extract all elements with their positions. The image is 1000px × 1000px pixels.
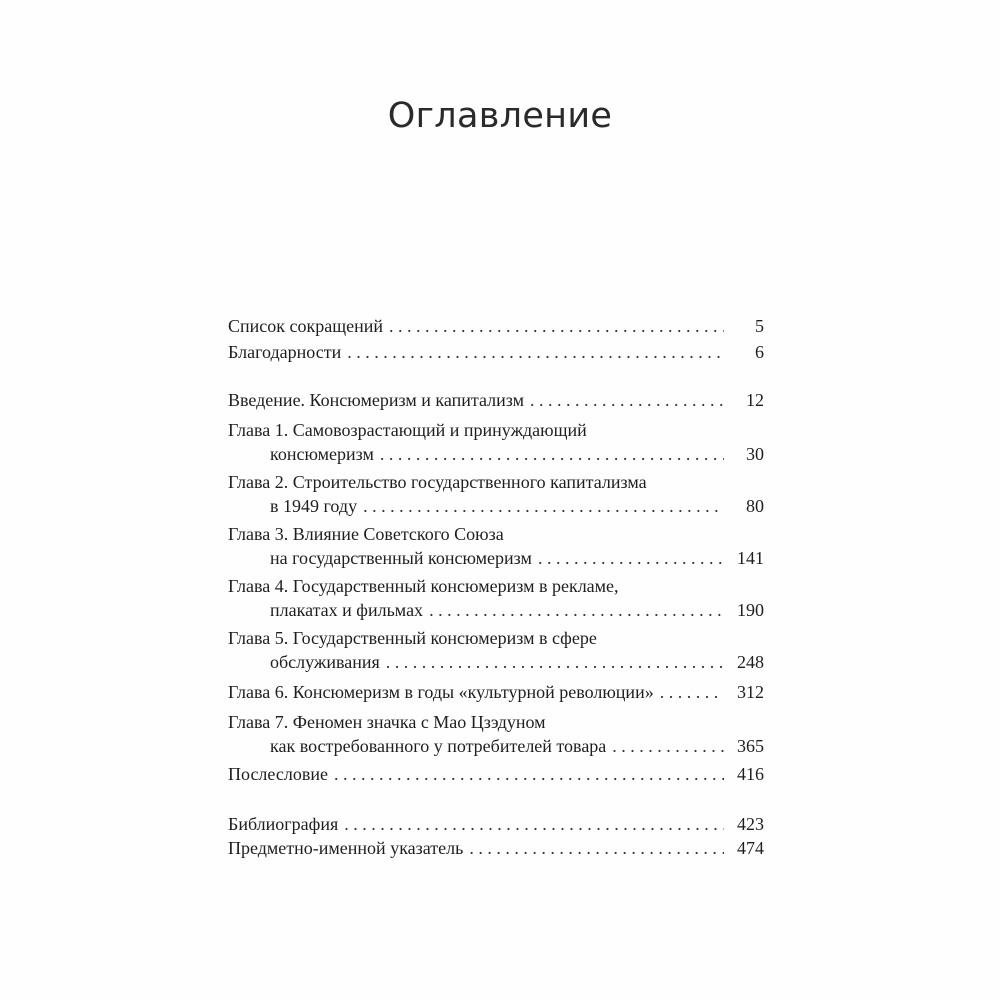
toc-entry-title: Глава 6. Консюмеризм в годы «культурной революции» bbox=[228, 682, 654, 702]
toc-entry bbox=[228, 762, 764, 786]
toc-page-number: 80 bbox=[746, 496, 764, 516]
toc-entry bbox=[228, 710, 764, 758]
toc-entry-title-cont: как востребованного у потребителей товара bbox=[270, 736, 607, 756]
toc-entry bbox=[228, 418, 764, 466]
toc-entry bbox=[228, 836, 764, 860]
toc-entry-title: Послесловие bbox=[228, 764, 328, 784]
toc-page-number: 5 bbox=[755, 316, 764, 336]
dot-leader bbox=[429, 598, 724, 622]
toc-entry bbox=[228, 470, 764, 518]
toc-entry bbox=[228, 680, 764, 704]
toc-entry bbox=[228, 388, 764, 412]
toc-entry-title: Список сокращений bbox=[228, 316, 383, 336]
page-title: Оглавление bbox=[387, 96, 613, 136]
toc-entry bbox=[228, 574, 764, 622]
toc-entry-title: Благодарности bbox=[228, 342, 342, 362]
dot-leader bbox=[538, 546, 724, 570]
dot-leader bbox=[660, 680, 724, 704]
dot-leader bbox=[344, 812, 724, 836]
toc-page-number: 423 bbox=[737, 814, 764, 834]
toc-entry-title: Глава 3. Влияние Советского Союза bbox=[228, 524, 504, 544]
toc-page-number: 248 bbox=[737, 652, 764, 672]
toc-page-number: 30 bbox=[746, 444, 764, 464]
toc-page-number: 365 bbox=[737, 736, 764, 756]
toc-page-number: 190 bbox=[737, 600, 764, 620]
toc-entry bbox=[228, 626, 764, 674]
toc-entry bbox=[228, 522, 764, 570]
dot-leader bbox=[363, 494, 724, 518]
toc-entry bbox=[228, 314, 764, 338]
toc-entry-title-cont: консюмеризм bbox=[270, 444, 374, 464]
toc-page-number: 6 bbox=[755, 342, 764, 362]
toc-entry-title: Глава 2. Строительство государственного капитализма bbox=[228, 472, 647, 492]
dot-leader bbox=[380, 442, 724, 466]
dot-leader bbox=[386, 650, 724, 674]
dot-leader bbox=[347, 340, 724, 364]
toc-entry-title: Глава 7. Феномен значка с Мао Цзэдуном bbox=[228, 712, 546, 732]
toc-entry-title-cont: плакатах и фильмах bbox=[270, 600, 424, 620]
toc-entry-title: Глава 5. Государственный консюмеризм в сфере bbox=[228, 628, 597, 648]
toc-page-number: 312 bbox=[737, 682, 764, 702]
dot-leader bbox=[530, 388, 724, 412]
toc-entry bbox=[228, 340, 764, 364]
dot-leader bbox=[389, 314, 724, 338]
toc-entry bbox=[228, 812, 764, 836]
toc-entry-title: Предметно-именной указатель bbox=[228, 838, 464, 858]
toc-entry-title-cont: обслуживания bbox=[270, 652, 380, 672]
dot-leader bbox=[612, 734, 724, 758]
toc-entry-title-cont: на государственный консюмеризм bbox=[270, 548, 532, 568]
dot-leader bbox=[469, 836, 724, 860]
toc-entry-title: Глава 4. Государственный консюмеризм в рекламе, bbox=[228, 576, 619, 596]
toc-page-number: 141 bbox=[737, 548, 764, 568]
toc-page-number: 416 bbox=[737, 764, 764, 784]
toc-page-number: 12 bbox=[746, 390, 764, 410]
toc-entry-title-cont: в 1949 году bbox=[270, 496, 358, 516]
dot-leader bbox=[334, 762, 724, 786]
toc-entry-title: Библиография bbox=[228, 814, 339, 834]
toc-entry-title: Глава 1. Самовозрастающий и принуждающий bbox=[228, 420, 587, 440]
toc-page-number: 474 bbox=[737, 838, 764, 858]
toc-entry-title: Введение. Консюмеризм и капитализм bbox=[228, 390, 524, 410]
